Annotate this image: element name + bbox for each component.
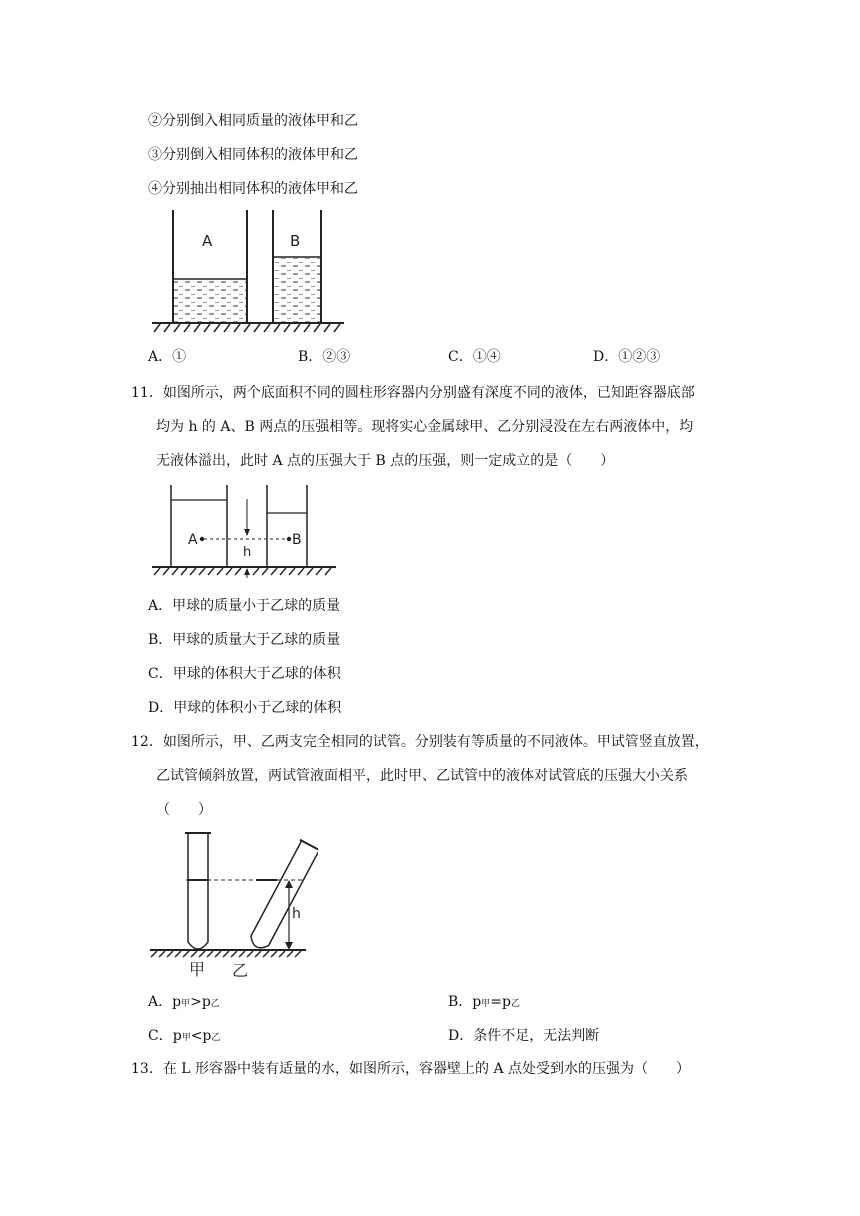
container-a-label: A bbox=[202, 232, 213, 250]
q12-option-b: B．p甲=p乙 bbox=[448, 994, 520, 1010]
height-h-label: h bbox=[243, 545, 252, 560]
q11-stem-line-1: 11．如图所示，两个底面积不同的圆柱形容器内分别盛有深度不同的液体，已知距容器底部 bbox=[131, 385, 695, 401]
tube-yi-label: 乙 bbox=[232, 961, 249, 980]
q13-stem: 13．在 L 形容器中装有适量的水，如图所示，容器壁上的 A 点处受到水的压强为（ ） bbox=[131, 1061, 691, 1077]
q11-stem-line-2: 均为 h 的 A、B 两点的压强相等。现将实心金属球甲、乙分别浸没在左右两液体中，均 bbox=[156, 419, 694, 435]
q11-option-b: B．甲球的质量大于乙球的质量 bbox=[148, 632, 341, 648]
q10-option-a: A．① bbox=[148, 349, 187, 365]
tube-height-h-label: h bbox=[292, 906, 301, 922]
point-a-label: A bbox=[188, 532, 198, 548]
q10-option-c: C．①④ bbox=[448, 349, 501, 365]
tube-jia-label: 甲 bbox=[189, 960, 206, 979]
q11-container-figure bbox=[148, 483, 338, 578]
q12-option-d: D．条件不足，无法判断 bbox=[448, 1028, 600, 1044]
q12-stem-line-2: 乙试管倾斜放置，两试管液面相平，此时甲、乙试管中的液体对试管底的压强大小关系 bbox=[156, 768, 688, 784]
q11-option-c: C．甲球的体积大于乙球的体积 bbox=[148, 666, 341, 682]
q12-stem-line-1: 12．如图所示，甲、乙两支完全相同的试管。分别装有等质量的不同液体。甲试管竖直放置， bbox=[131, 734, 709, 750]
q10-item-3: ③分别倒入相同体积的液体甲和乙 bbox=[148, 147, 358, 163]
q11-option-d: D．甲球的体积小于乙球的体积 bbox=[148, 700, 342, 716]
point-b-label: B bbox=[292, 532, 302, 548]
q10-option-b: B．②③ bbox=[298, 349, 351, 365]
q10-container-figure bbox=[148, 206, 348, 336]
q12-option-c: C．p甲<p乙 bbox=[148, 1028, 221, 1044]
q10-item-4: ④分别抽出相同体积的液体甲和乙 bbox=[148, 181, 358, 197]
container-b-label: B bbox=[290, 232, 301, 250]
q12-test-tube-figure bbox=[148, 830, 318, 980]
q11-stem-line-3: 无液体溢出，此时 A 点的压强大于 B 点的压强，则一定成立的是（ ） bbox=[156, 453, 615, 469]
q10-option-d: D．①②③ bbox=[593, 349, 661, 365]
q10-item-2: ②分别倒入相同质量的液体甲和乙 bbox=[148, 113, 358, 129]
q12-stem-line-3: （ ） bbox=[156, 802, 212, 818]
q11-option-a: A．甲球的质量小于乙球的质量 bbox=[148, 598, 341, 614]
q12-option-a: A．p甲>p乙 bbox=[148, 994, 220, 1010]
